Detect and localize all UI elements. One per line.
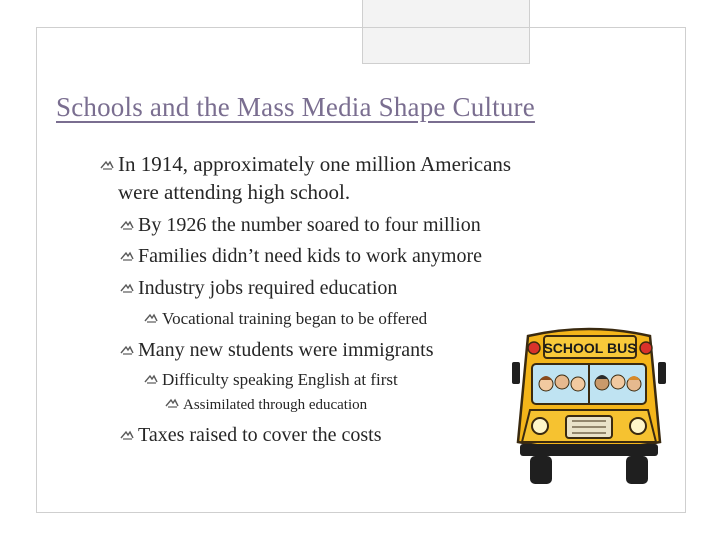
bullet-icon (120, 283, 134, 293)
bullet-text: By 1926 the number soared to four million (138, 214, 481, 236)
bullet-text: Many new students were immigrants (138, 339, 434, 361)
bullet-text: Industry jobs required education (138, 277, 398, 299)
bullet-item (165, 397, 367, 414)
bullet-item (120, 424, 382, 447)
bullet-icon (120, 251, 134, 261)
bullet-icon (120, 345, 134, 355)
bullet-icon (120, 430, 134, 440)
bullet-item (120, 214, 481, 237)
bullet-icon (144, 313, 158, 323)
bullet-icon (165, 398, 179, 408)
bullet-continuation (118, 180, 350, 205)
bullet-item (120, 277, 397, 300)
bullet-text: Families didn’t need kids to work anymore (138, 245, 483, 267)
bullet-item (120, 339, 434, 362)
bullet-text: Difficulty speaking English at first (162, 370, 398, 389)
bullet-text: were attending high school. (118, 180, 351, 204)
bullet-icon (120, 220, 134, 230)
bullet-item (100, 152, 511, 177)
bus-sign-text: SCHOOL BUS (543, 340, 637, 356)
bullet-item (144, 309, 427, 329)
bullet-text: Taxes raised to cover the costs (138, 424, 382, 446)
school-bus-image (510, 322, 668, 492)
bullet-icon (100, 160, 114, 170)
bullet-item (144, 370, 398, 390)
bullet-icon (144, 374, 158, 384)
bullet-text: Assimilated through education (183, 397, 368, 413)
slide-title: Schools and the Mass Media Shape Culture (56, 92, 535, 122)
bullet-text: In 1914, approximately one million Americans (118, 152, 512, 176)
bullet-text: Vocational training began to be offered (162, 309, 428, 328)
bullet-item (120, 245, 482, 268)
